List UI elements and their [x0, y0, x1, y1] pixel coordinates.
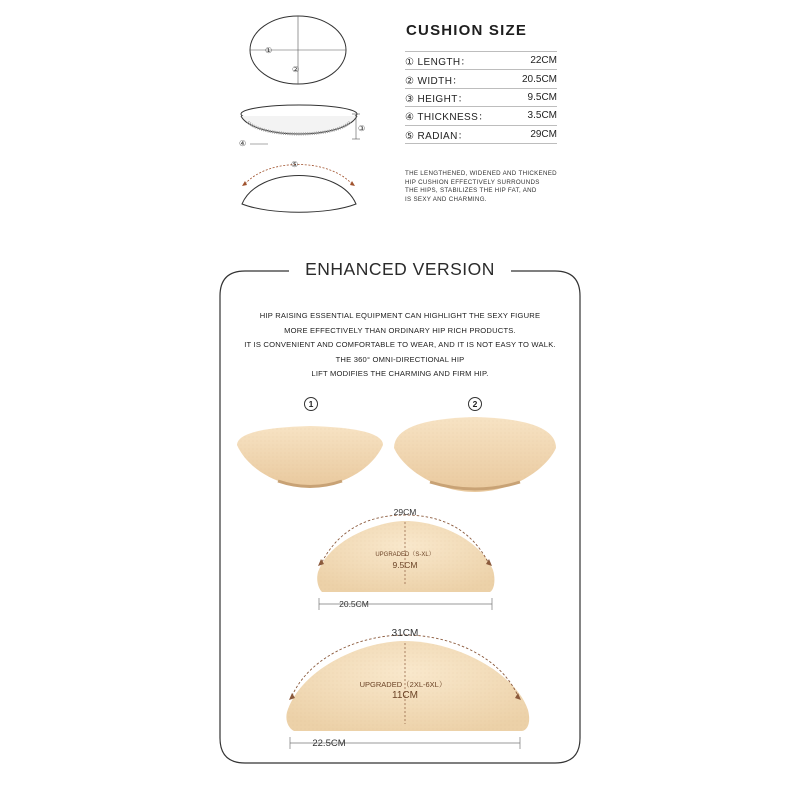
spec-value: 29CM	[530, 128, 557, 140]
large-bottom-label: 22.5CM	[312, 738, 346, 749]
small-bottom-label: 20.5CM	[339, 599, 369, 609]
description-line: THE HIPS, STABILIZES THE HIP FAT, AND	[405, 187, 537, 195]
spec-value: 20.5CM	[521, 73, 557, 85]
large-height-label: 11CM	[392, 690, 418, 701]
spec-value: 3.5CM	[527, 110, 557, 122]
small-size-label: UPGRADED（S-XL）	[375, 552, 435, 558]
small-top-label: 29CM	[393, 507, 417, 517]
enhanced-version-title: ENHANCED VERSION	[305, 259, 495, 279]
cushion-bowl-1	[237, 426, 383, 487]
spec-value: 9.5CM	[527, 91, 557, 103]
large-top-label: 31CM	[391, 628, 419, 639]
description-line: MORE EFFECTIVELY THAN ORDINARY HIP RICH PRODUCTS.	[284, 325, 516, 335]
spec-label: ⑤ RADIAN：	[405, 130, 469, 142]
product-badge-2: 2	[468, 397, 482, 411]
description-line: IT IS CONVENIENT AND COMFORTABLE TO WEAR, AND IT IS NOT EASY TO WALK.	[244, 340, 556, 350]
spec-label: ② WIDTH：	[405, 75, 463, 87]
product-badge-1: 1	[304, 397, 318, 411]
marker-height: ③	[358, 124, 366, 133]
cushion-bowl-2	[394, 417, 556, 492]
marker-thickness: ④	[239, 139, 247, 148]
spec-label: ④ THICKNESS：	[405, 112, 489, 124]
large-size-label: UPGRADED（2XL-6XL）	[359, 680, 447, 689]
description-line: HIP CUSHION EFFECTIVELY SURROUNDS	[405, 178, 540, 186]
description-line: THE LENGTHENED, WIDENED AND THICKENED	[405, 170, 557, 177]
spec-label: ① LENGTH：	[405, 57, 471, 69]
spec-label: ③ HEIGHT：	[405, 93, 469, 105]
marker-width: ②	[292, 65, 300, 74]
marker-length: ①	[265, 46, 273, 55]
spec-value: 22CM	[530, 55, 557, 67]
description-line: LIFT MODIFIES THE CHARMING AND FIRM HIP.	[311, 369, 489, 379]
description-line: THE 360° OMNI-DIRECTIONAL HIP	[335, 354, 465, 364]
marker-radian: ⑤	[291, 160, 299, 169]
cushion-size-title: CUSHION SIZE	[406, 22, 528, 39]
description-line: HIP RAISING ESSENTIAL EQUIPMENT CAN HIGHLIGHT THE SEXY FIGURE	[259, 311, 541, 320]
description-line: IS SEXY AND CHARMING.	[405, 195, 487, 203]
small-height-label: 9.5CM	[392, 560, 418, 570]
